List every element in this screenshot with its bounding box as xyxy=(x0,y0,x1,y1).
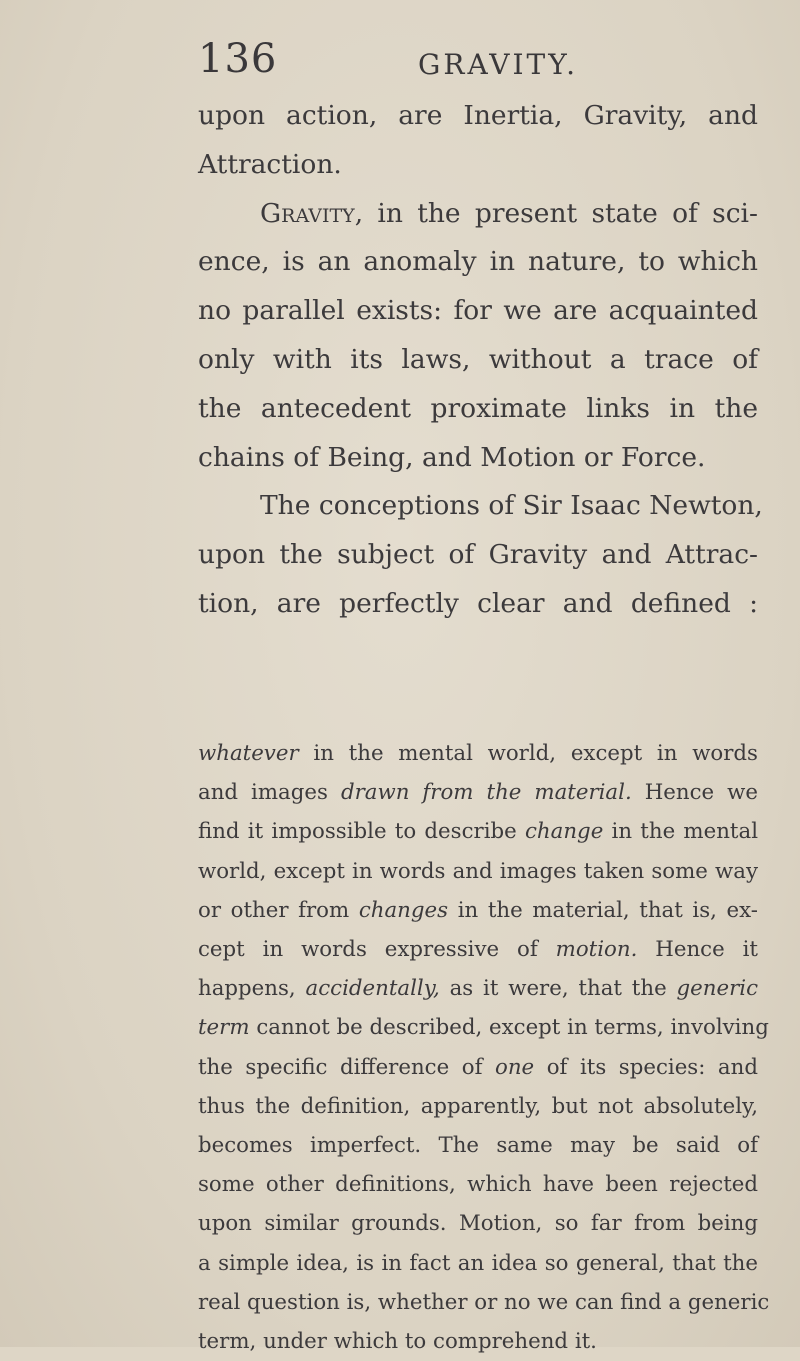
text-line: ence, is an anomaly in nature, to which xyxy=(198,246,758,278)
page-number: 136 xyxy=(198,36,278,82)
italic-fragment: generic xyxy=(676,976,758,1002)
italic-fragment: change xyxy=(525,819,604,845)
italic-fragment: whatever xyxy=(198,741,299,766)
text-line: the antecedent proximate links in the xyxy=(198,392,758,424)
text-line: upon similar grounds. Motion, so far from being xyxy=(198,1211,758,1237)
text-line: Attraction. xyxy=(198,148,342,180)
text-line: becomes imperfect. The same may be said of xyxy=(198,1133,758,1159)
text-fragment: find it impossible to describe xyxy=(198,819,517,845)
text-line xyxy=(198,969,758,1008)
text-line: some other definitions, which have been rejected xyxy=(198,1172,758,1198)
page-header xyxy=(198,36,758,86)
text-line xyxy=(198,1008,769,1047)
text-line: world, except in words and images taken some way xyxy=(198,858,758,884)
italic-fragment: accidentally, xyxy=(305,976,440,1002)
text-line: upon the subject of Gravity and Attrac- xyxy=(198,539,758,571)
text-fragment: in the present state of sci- xyxy=(377,197,758,229)
italic-fragment: changes xyxy=(358,897,449,923)
upper-text-block xyxy=(198,92,763,629)
text-fragment: as it were, that the xyxy=(449,976,667,1002)
text-line: only with its laws, without a trace of xyxy=(198,343,758,375)
running-head: GRAVITY. xyxy=(418,48,579,81)
paragraph xyxy=(198,482,763,628)
text-fragment: Hence we xyxy=(644,780,758,806)
text-line xyxy=(198,1048,758,1087)
text-line xyxy=(198,812,758,851)
text-line: The conceptions of Sir Isaac Newton, xyxy=(260,490,763,522)
text-fragment: the specific difference of xyxy=(198,1054,483,1080)
text-line: no parallel exists: for we are acquainted xyxy=(198,295,758,327)
text-line: a simple idea, is in fact an idea so general, that the xyxy=(198,1250,758,1276)
paragraph xyxy=(198,190,758,483)
text-line xyxy=(198,734,758,773)
text-line xyxy=(198,190,758,239)
text-fragment: cannot be described, except in terms, involving xyxy=(256,1015,769,1041)
lower-text-block xyxy=(198,734,770,1361)
text-fragment: Hence it xyxy=(655,937,758,963)
text-fragment: in the mental xyxy=(611,819,759,845)
text-line xyxy=(198,773,758,812)
text-line: term, under which to comprehend it. xyxy=(198,1329,597,1355)
paragraph xyxy=(198,734,770,1361)
paragraph xyxy=(198,92,758,190)
italic-fragment: term xyxy=(198,1015,250,1041)
text-fragment: happens, xyxy=(198,976,296,1002)
text-line xyxy=(198,930,758,969)
text-fragment: and images xyxy=(198,780,328,806)
italic-fragment: drawn from the material. xyxy=(340,780,632,806)
italic-fragment: one xyxy=(495,1054,535,1080)
text-fragment: cept in words expressive of xyxy=(198,937,538,963)
text-fragment: of its species: and xyxy=(546,1054,758,1080)
text-line: real question is, whether or no we can find a generic xyxy=(198,1289,770,1315)
text-fragment: in the material, that is, ex- xyxy=(457,897,758,923)
text-line: chains of Being, and Motion or Force. xyxy=(198,441,706,473)
text-line: tion, are perfectly clear and defined : xyxy=(198,587,758,619)
text-fragment: in the mental world, except in words xyxy=(313,741,758,766)
text-fragment: or other from xyxy=(198,897,350,923)
lead-word: Gravity, xyxy=(260,197,364,229)
italic-fragment: motion. xyxy=(555,937,638,963)
text-line: upon action, are Inertia, Gravity, and xyxy=(198,100,758,131)
text-line xyxy=(198,891,758,930)
text-line: thus the definition, apparently, but not absolutely, xyxy=(198,1093,758,1119)
